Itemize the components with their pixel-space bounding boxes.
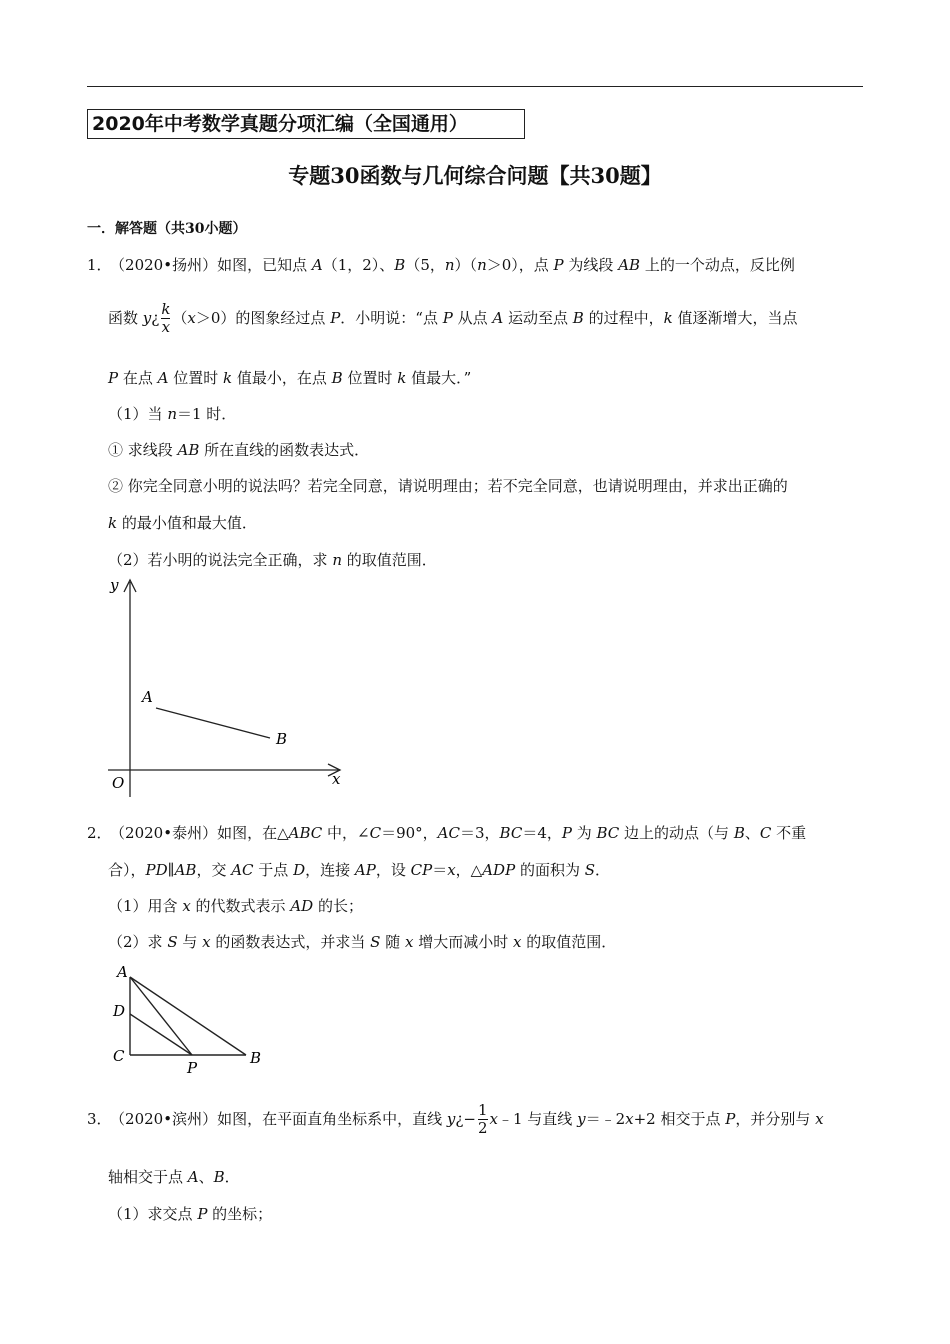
- x-axis-label: x: [332, 770, 341, 788]
- problem-2-q1: （1）用含 x 的代数式表示 AD 的长；: [108, 897, 363, 915]
- point-b-label: B: [276, 730, 288, 748]
- problem-2-figure: [108, 962, 268, 1077]
- origin-label: O: [112, 774, 125, 792]
- problem-1-figure: [100, 572, 350, 797]
- document-title: 专题30函数与几何综合问题【共30题】: [288, 163, 662, 188]
- problem-1-q1: （1）当 n＝1 时．: [108, 405, 237, 423]
- vertex-b-label: B: [250, 1049, 262, 1067]
- fraction-one-half: $\frac{1}{2}$: [477, 1101, 488, 1137]
- point-d-label: D: [113, 1002, 126, 1020]
- problem-3-line-2: 轴相交于点 A、B．: [108, 1168, 240, 1186]
- point-p-label: P: [187, 1059, 198, 1077]
- problem-1-q2: （2）若小明的说法完全正确，求 n 的取值范围．: [108, 551, 437, 569]
- fraction-k-over-x: $\frac{k}{x}$: [161, 300, 171, 336]
- problem-1-line-2: 函数 y¿ $\frac{k}{x}$ （x＞0）的图象经过点 P．小明说：“点 P 从点 A 运动至点 B 的过程中，k 值逐渐增大，当点: [108, 300, 798, 336]
- point-a-label: A: [142, 688, 153, 706]
- problem-1-sub1: ① 求线段 AB 所在直线的函数表达式．: [108, 441, 370, 459]
- problem-1-sub2: ② 你完全同意小明的说法吗？若完全同意，请说明理由；若不完全同意，也请说明理由，并求出正确的: [108, 477, 788, 495]
- top-rule: [87, 86, 863, 87]
- problem-3-line-1: 3． （2020•滨州）如图，在平面直角坐标系中，直线 y¿− $\frac{1}{2}$ x﹣1 与直线 y＝﹣2x+2 相交于点 P，并分别与 x: [87, 1101, 824, 1137]
- vertex-c-label: C: [113, 1047, 125, 1065]
- problem-2-line-1: 2． （2020•泰州）如图，在△ABC 中，∠C＝90°，AC＝3，BC＝4，P 为 BC 边上的动点（与 B、C 不重: [87, 824, 807, 842]
- problem-1-sub2-cont: k 的最小值和最大值．: [108, 514, 257, 532]
- problem-3-q1: （1）求交点 P 的坐标；: [108, 1205, 273, 1223]
- problem-1-line-3: P 在点 A 位置时 k 值最小，在点 B 位置时 k 值最大．”: [108, 369, 472, 387]
- problem-1-line-1: 1． （2020•扬州）如图，已知点 A（1，2）、B（5，n）（n＞0），点 P 为线段 AB 上的一个动点，反比例: [87, 256, 795, 274]
- series-title: 2020年中考数学真题分项汇编（全国通用）: [87, 109, 525, 139]
- section-heading: 一．解答题（共30小题）: [87, 221, 247, 237]
- problem-2-line-2: 合），PD∥AB，交 AC 于点 D，连接 AP，设 CP＝x，△ADP 的面积为 S．: [108, 861, 611, 879]
- problem-2-q2: （2）求 S 与 x 的函数表达式，并求当 S 随 x 增大而减小时 x 的取值范围．: [108, 933, 617, 951]
- vertex-a-label: A: [117, 963, 128, 981]
- y-axis-label: y: [110, 576, 119, 594]
